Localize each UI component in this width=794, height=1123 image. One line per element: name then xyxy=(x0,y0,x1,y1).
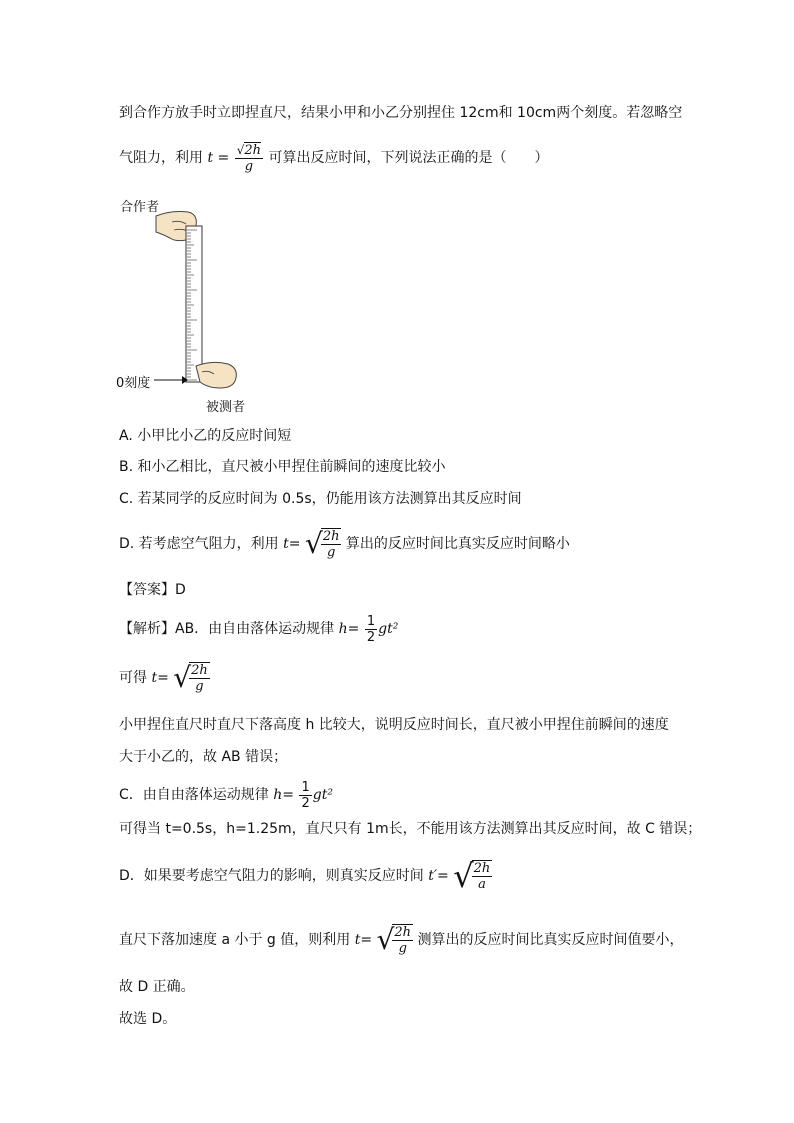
analysis-ab-derive-eq: = xyxy=(157,670,169,686)
answer-tag: 【答案】 xyxy=(119,582,175,598)
analysis-d-text-t: t xyxy=(354,932,361,948)
analysis-c-half-den: 2 xyxy=(301,795,310,811)
analysis-c-intro xyxy=(119,778,333,812)
option-d-formula-eq: = xyxy=(288,536,301,552)
option-c: C. 若某同学的反应时间为 0.5s，仍能用该方法测算出其反应时间 xyxy=(119,491,522,507)
zero-mark-label: 0刻度 xyxy=(116,376,151,391)
option-a: A. 小甲比小乙的反应时间短 xyxy=(119,428,292,444)
analysis-c-gt2: gt² xyxy=(312,787,333,803)
analysis-tag: 【解析】 xyxy=(119,621,175,637)
analysis-ab-h: h xyxy=(338,621,348,637)
analysis-c-half-num: 1 xyxy=(301,779,310,795)
analysis-ab-intro-text: AB．由自由落体运动规律 xyxy=(175,621,335,637)
analysis-d-text-pre: 直尺下落加速度 a 小于 g 值，则利用 xyxy=(119,932,351,948)
analysis-ab-intro xyxy=(119,612,398,646)
subject-label: 被测者 xyxy=(206,400,246,415)
formula-2h: 2h xyxy=(244,142,262,158)
analysis-ab-derive-2h: 2h xyxy=(191,663,208,678)
analysis-d-a: a xyxy=(472,876,493,892)
analysis-d-intro: D．如果要考虑空气阻力的影响，则真实反应时间 t′= √ $\frac{2h}{a}$ xyxy=(119,857,491,895)
analysis-c-text: 可得当 t=0.5s，h=1.25m，直尺只有 1m长，不能用该方法测算出其反应时间，故 C 错误； xyxy=(119,821,702,837)
option-d-post: 算出的反应时间比真实反应时间略小 xyxy=(345,536,570,552)
option-d-pre: D. 若考虑空气阻力，利用 xyxy=(119,536,279,552)
analysis-d-text-g: g xyxy=(392,940,413,956)
formula-fraction: $\frac{√2h}{g}$ xyxy=(236,142,262,174)
analysis-d-2h: 2h xyxy=(473,861,491,876)
analysis-d-intro-text: D．如果要考虑空气阻力的影响，则真实反应时间 xyxy=(119,868,424,884)
question-line-1: 到合作方放手时立即捏直尺，结果小甲和小乙分别捏住 12cm和 10cm两个刻度。若忽略空 xyxy=(119,105,683,121)
analysis-c-h: h xyxy=(273,787,283,803)
analysis-c-eq: = xyxy=(282,787,294,803)
question-line-2-pre: 气阻力，利用 xyxy=(119,150,203,166)
analysis-ab-text-2: 大于小乙的，故 AB 错误； xyxy=(119,749,288,765)
analysis-ab-derive-text: 可得 xyxy=(119,670,147,686)
option-d-sqrt: √ $\frac{2h}{g}$ xyxy=(304,527,340,560)
answer-value: D xyxy=(175,582,186,598)
option-d-2h: 2h xyxy=(322,529,340,544)
cooperator-label: 合作者 xyxy=(120,200,160,215)
analysis-ab-derive-g: g xyxy=(189,678,210,694)
option-d xyxy=(119,528,570,560)
option-b: B. 和小乙相比，直尺被小甲捏住前瞬间的速度比较小 xyxy=(119,459,446,475)
analysis-d-tprime: t′ xyxy=(428,868,438,884)
formula-t: t xyxy=(207,150,214,166)
formula-g: g xyxy=(235,158,263,174)
question-line-2 xyxy=(119,140,549,176)
question-line-2-post: 可算出反应时间，下列说法正确的是（ ） xyxy=(268,150,549,166)
analysis-ab-half-den: 2 xyxy=(366,629,376,645)
analysis-ab-derive-t: t xyxy=(151,670,158,686)
analysis-ab-eq: = xyxy=(347,621,360,637)
analysis-ab-text-1: 小甲捏住直尺时直尺下落高度 h 比较大，说明反应时间长，直尺被小甲捏住前瞬间的速度 xyxy=(119,717,669,733)
analysis-d-text-2h: 2h xyxy=(394,925,412,940)
analysis-ab-derive: 可得 t= √ $\frac{2h}{g}$ xyxy=(119,661,208,694)
analysis-d-text-eq: = xyxy=(360,932,373,948)
analysis-c-intro-text: C．由自由落体运动规律 xyxy=(119,787,269,803)
ruler-figure xyxy=(116,194,256,416)
analysis-d-text-post: 测算出的反应时间比真实反应时间值要小， xyxy=(417,932,684,948)
analysis-ab-half-num: 1 xyxy=(366,613,376,629)
analysis-d-eq: = xyxy=(437,868,449,884)
analysis-d-conclusion: 故 D 正确。 xyxy=(119,979,195,995)
option-d-g: g xyxy=(321,544,342,560)
analysis-ab-gt2: gt² xyxy=(378,621,399,637)
analysis-d-text: 直尺下落加速度 a 小于 g 值，则利用 t= √ $\frac{2h}{g}$ 测算出的反应时间比真实反应时间值要小， xyxy=(119,923,684,956)
option-d-formula-t: t xyxy=(283,536,289,552)
answer-line xyxy=(119,581,186,599)
formula-eq: = xyxy=(217,150,230,166)
analysis-final: 故选 D。 xyxy=(119,1011,177,1027)
